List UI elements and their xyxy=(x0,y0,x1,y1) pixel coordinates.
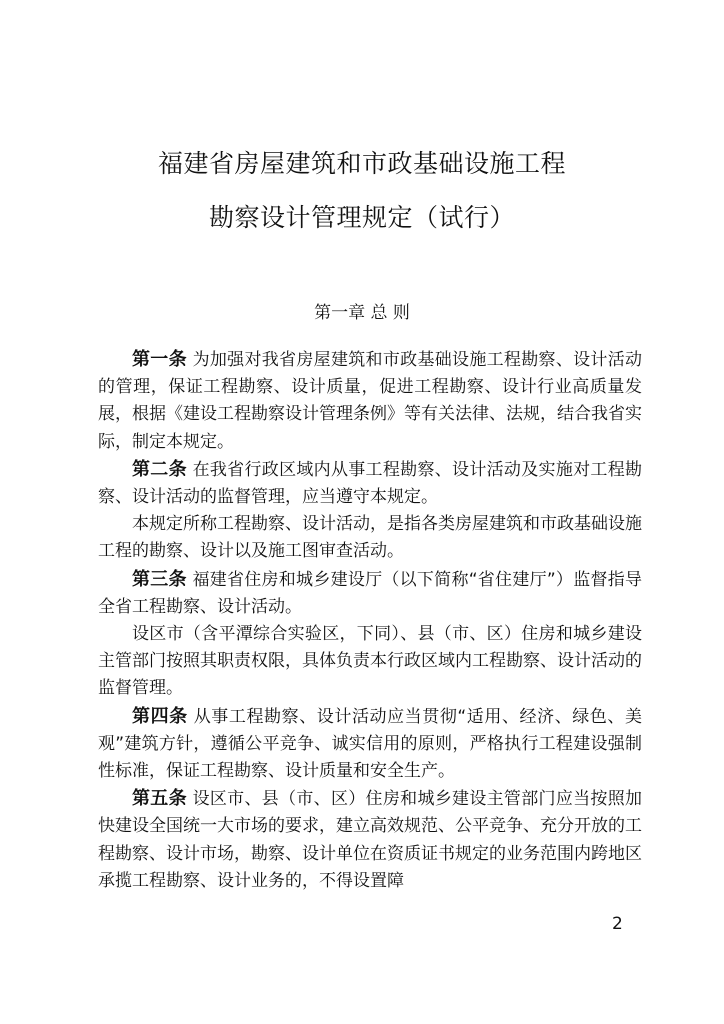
paragraph-article-2-continued xyxy=(98,511,642,565)
article-label: 第一条 xyxy=(132,349,187,370)
paragraph-article-4 xyxy=(98,703,642,786)
article-label: 第二条 xyxy=(132,458,187,480)
document-title-line-1: 福建省房屋建筑和市政基础设施工程 xyxy=(157,149,566,178)
paragraph-article-3 xyxy=(98,566,642,621)
chapter-heading: 第一章 总 则 xyxy=(314,303,410,323)
paragraph-article-2 xyxy=(98,456,642,511)
paragraph-article-3-continued xyxy=(98,621,642,703)
document-body xyxy=(98,346,642,895)
paragraph-text: 本规定所称工程勘察、设计活动，是指各类房屋建筑和市政基础设施工程的勘察、设计以及施工图审查活动。 xyxy=(98,514,642,562)
paragraph-text: 在我省行政区域内从事工程勘察、设计活动及实施对工程勘察、设计活动的监督管理，应当遵守本规定。 xyxy=(98,459,642,508)
paragraph-text: 设区市（含平潭综合实验区，下同）、县（市、区）住房和城乡建设主管部门按照其职责权限，具体负责本行政区域内工程勘察、设计活动的监督管理。 xyxy=(98,624,642,699)
page-number: 2 xyxy=(612,914,623,934)
paragraph-text: 为加强对我省房屋建筑和市政基础设施工程勘察、设计活动的管理，保证工程勘察、设计质量，促进工程勘察、设计行业高质量发展，根据《建设工程勘察设计管理条例》等有关法律、法规，结合我省实际，制定本规定。 xyxy=(98,350,642,452)
paragraph-article-1 xyxy=(98,346,642,456)
paragraph-text: 设区市、县（市、区）住房和城乡建设主管部门应当按照加快建设全国统一大市场的要求，建立高效规范、公平竞争、充分开放的工程勘察、设计市场，勘察、设计单位在资质证书规定的业务范围内跨地区承揽工程勘察、设计业务的，不得设置障 xyxy=(98,789,642,891)
document-title-line-2: 勘察设计管理规定（试行） xyxy=(208,203,515,232)
paragraph-text: 从事工程勘察、设计活动应当贯彻“适用、经济、绿色、美观”建筑方针，遵循公平竞争、诚实信用的原则，严格执行工程建设强制性标准，保证工程勘察、设计质量和安全生产。 xyxy=(98,706,643,782)
paragraph-text: 福建省住房和城乡建设厅（以下简称“省住建厅”）监督指导全省工程勘察、设计活动。 xyxy=(98,569,642,617)
article-label: 第三条 xyxy=(132,568,187,590)
paragraph-article-5 xyxy=(98,785,642,895)
article-label: 第五条 xyxy=(132,788,187,810)
article-label: 第四条 xyxy=(132,705,188,727)
